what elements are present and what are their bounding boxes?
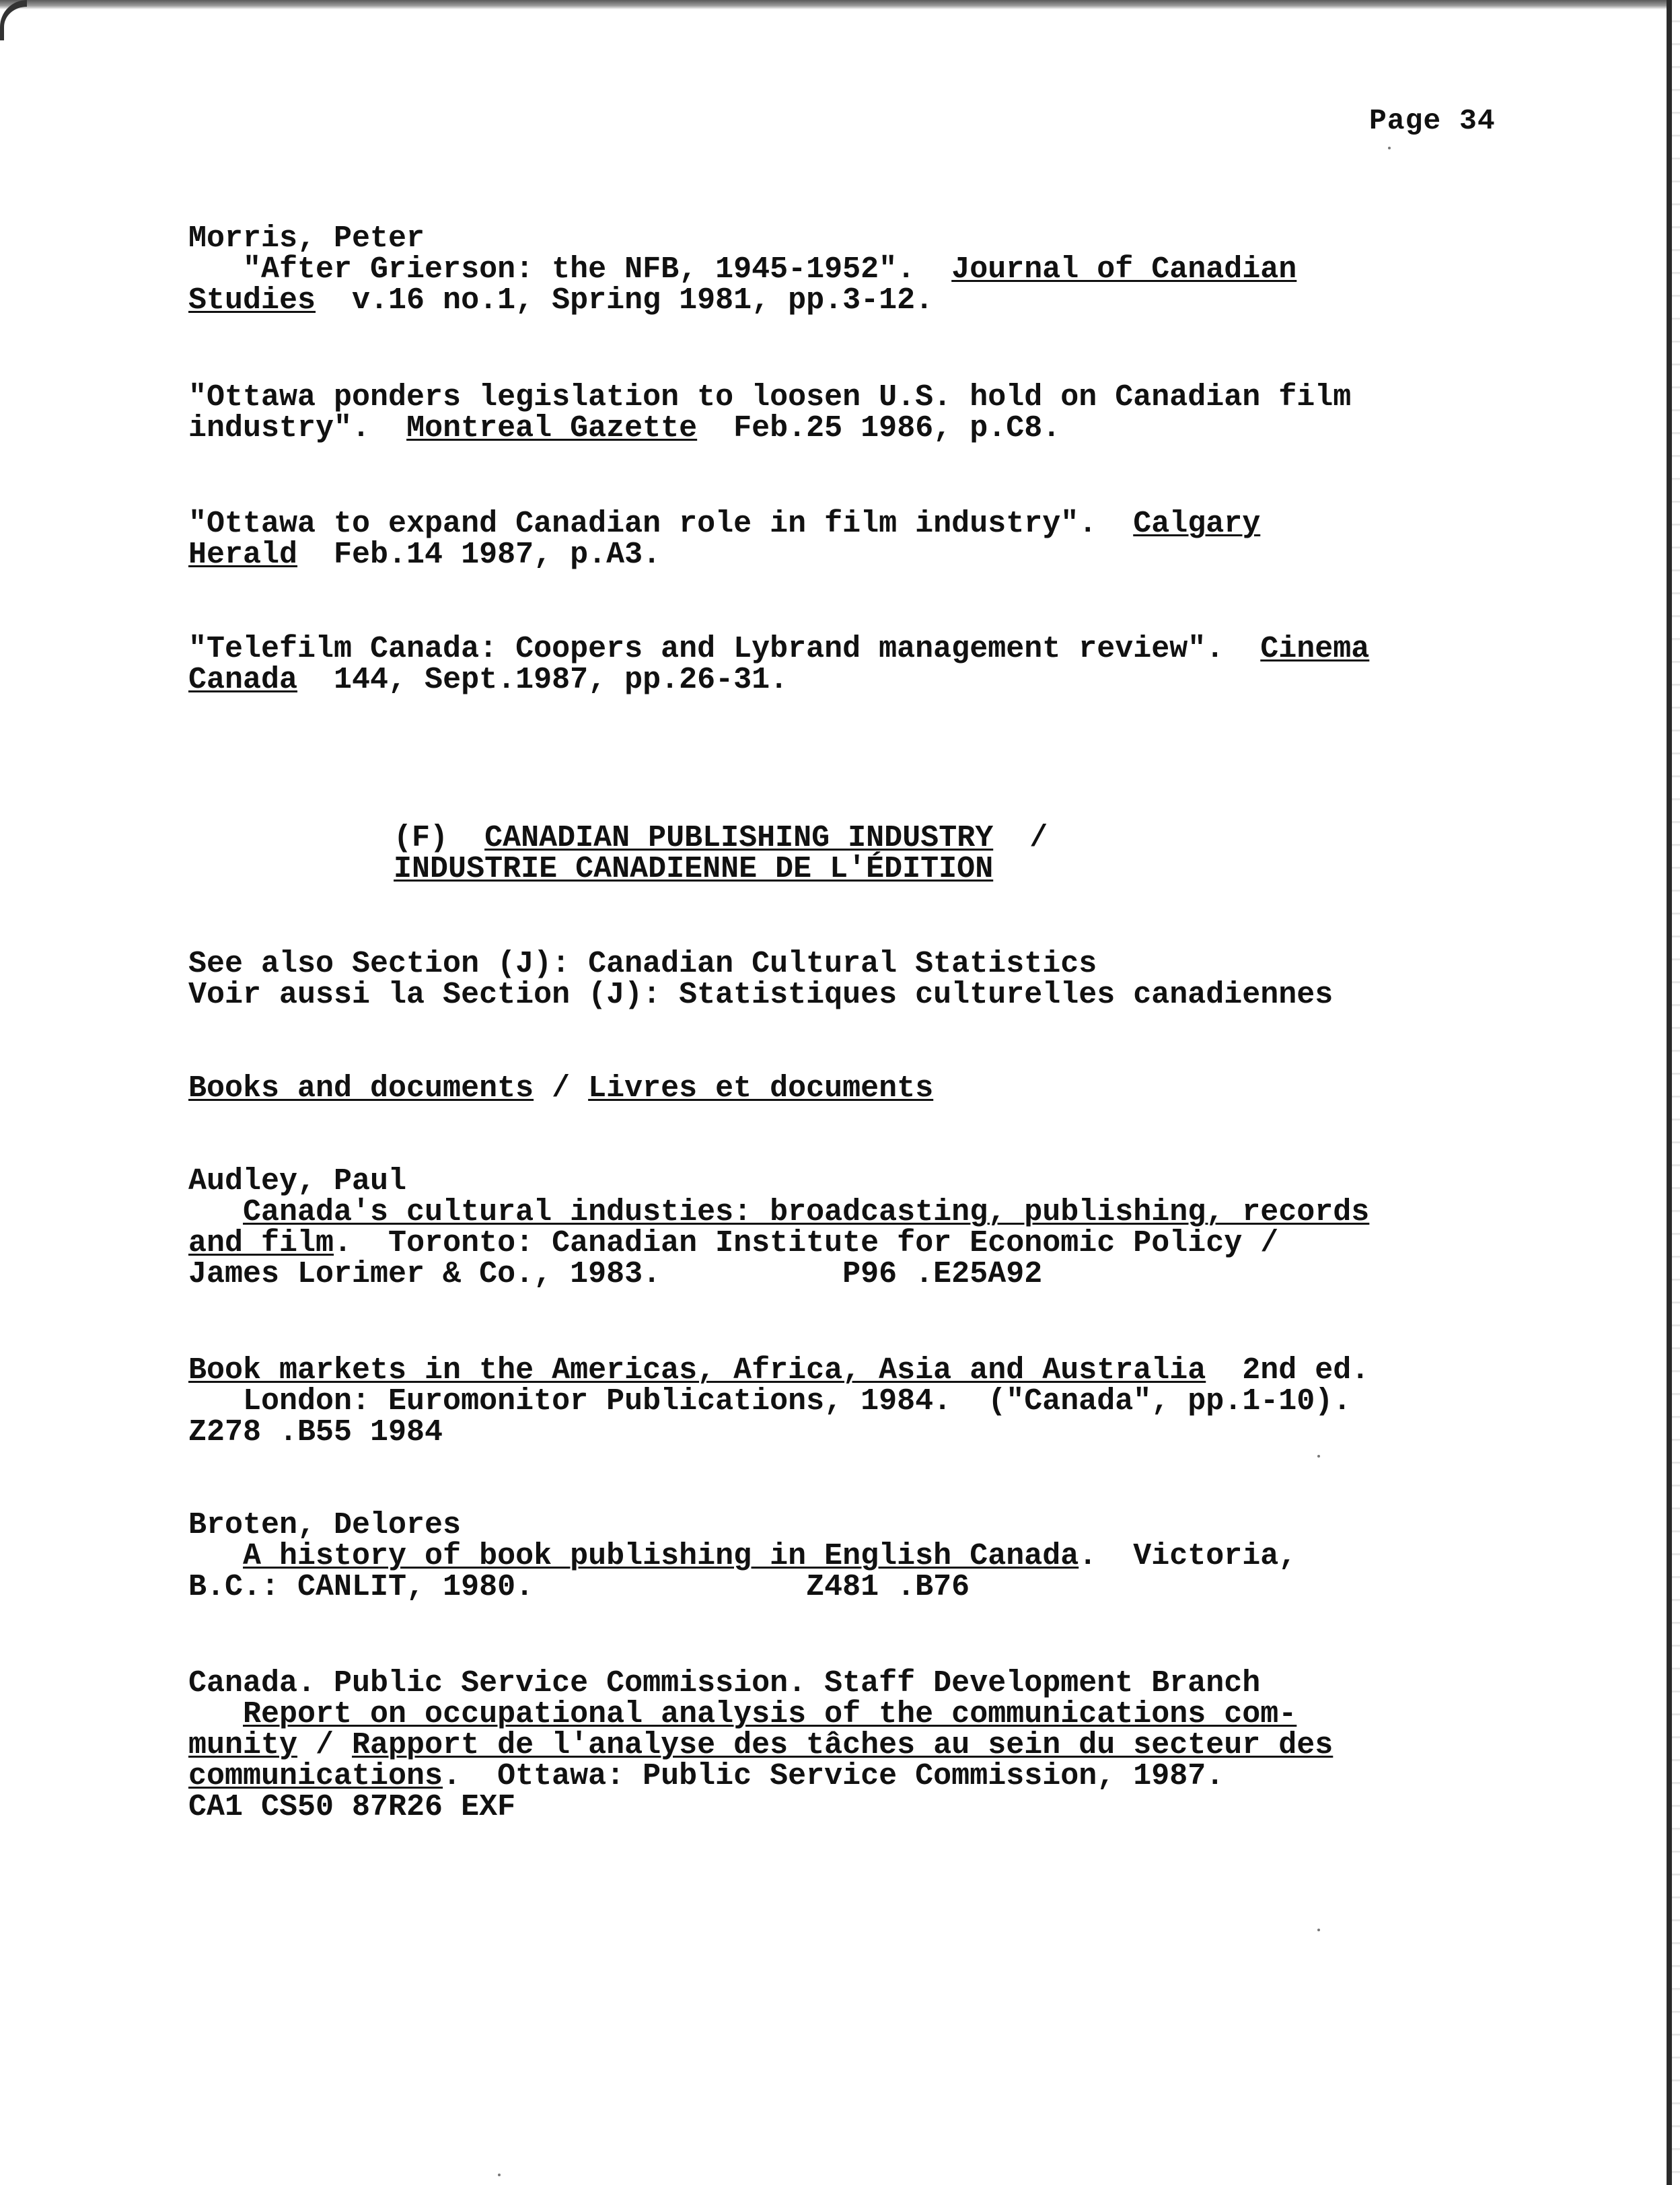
text-run: "After Grierson: the NFB, 1945-1952". (188, 252, 952, 287)
text-run: (F) (212, 821, 485, 855)
underlined-title: Cinema (1260, 632, 1370, 666)
text-line (188, 223, 1296, 254)
text-line (188, 509, 1260, 540)
underlined-title: Books and documents (188, 1071, 534, 1106)
underlined-title: Report on occupational analysis of the communications com- (243, 1697, 1297, 1731)
text-run (188, 1195, 243, 1229)
section-heading (212, 823, 1048, 885)
text-run: Broten, Delores (188, 1508, 462, 1542)
text-line (188, 1761, 1333, 1792)
text-line (188, 1386, 1369, 1417)
text-run: / (297, 1728, 353, 1762)
text-line (188, 1073, 933, 1104)
text-line (188, 1417, 1369, 1448)
text-line (188, 1259, 1369, 1290)
scan-right-edge (1667, 0, 1672, 2185)
underlined-title: Livres et documents (588, 1071, 934, 1106)
text-line (188, 1730, 1333, 1761)
text-line (188, 1541, 1296, 1572)
text-run (212, 852, 394, 886)
underlined-title: CANADIAN PUBLISHING INDUSTRY (484, 821, 994, 855)
text-line (188, 634, 1369, 665)
underlined-title: INDUSTRIE CANADIENNE DE L'ÉDITION (394, 852, 994, 886)
text-line (188, 1166, 1369, 1197)
text-run: / (993, 821, 1048, 855)
text-run: B.C.: CANLIT, 1980. Z481 .B76 (188, 1570, 970, 1604)
entry-ottawa-ponders (188, 382, 1351, 444)
text-run: See also Section (J): Canadian Cultural Statistics (188, 947, 1097, 981)
text-run: "Ottawa to expand Canadian role in film industry". (188, 507, 1134, 541)
scan-gutter (1672, 0, 1680, 2185)
entry-ottawa-expand (188, 509, 1260, 571)
text-run: London: Euromonitor Publications, 1984. ("Canada", pp.1-10). (188, 1384, 1352, 1419)
scan-speck (498, 2174, 501, 2176)
text-line (212, 854, 1048, 885)
underlined-title: and film (188, 1226, 334, 1260)
text-line (188, 980, 1333, 1011)
scan-speck (1317, 1455, 1320, 1458)
text-run: "Telefilm Canada: Coopers and Lybrand management review". (188, 632, 1261, 666)
subsection-heading (188, 1073, 933, 1104)
text-run: . Toronto: Canadian Institute for Economic Policy / (334, 1226, 1279, 1260)
text-run: industry". (188, 411, 407, 445)
text-run: . Ottawa: Public Service Commission, 1987. (443, 1759, 1225, 1793)
text-line (188, 1792, 1333, 1823)
text-run: v.16 no.1, Spring 1981, pp.3-12. (316, 283, 934, 318)
text-line (188, 1699, 1333, 1730)
text-run (188, 1539, 243, 1573)
text-line (188, 1668, 1333, 1699)
text-run: Morris, Peter (188, 221, 425, 256)
see-also-note (188, 949, 1333, 1011)
text-run: . Victoria, (1079, 1539, 1297, 1573)
text-line (212, 823, 1048, 854)
text-line (188, 1355, 1369, 1386)
text-run: James Lorimer & Co., 1983. P96 .E25A92 (188, 1257, 1043, 1291)
text-run: Feb.14 1987, p.A3. (297, 538, 661, 572)
scan-top-edge (0, 0, 1680, 9)
text-run: Voir aussi la Section (J): Statistiques culturelles canadiennes (188, 978, 1334, 1012)
entry-audley (188, 1166, 1369, 1290)
underlined-title: Canada (188, 663, 298, 697)
text-line (188, 1228, 1369, 1259)
text-line (188, 949, 1333, 980)
entry-public-service (188, 1668, 1333, 1823)
text-line (188, 665, 1369, 696)
underlined-title: Montreal Gazette (406, 411, 698, 445)
scan-speck (1388, 147, 1391, 149)
text-run: "Ottawa ponders legislation to loosen U.S. hold on Canadian film (188, 380, 1352, 415)
text-line (188, 254, 1296, 285)
text-line (188, 413, 1351, 444)
underlined-title: Rapport de l'analyse des tâches au sein du secteur des (352, 1728, 1334, 1762)
text-run: 144, Sept.1987, pp.26-31. (297, 663, 789, 697)
text-run: CA1 CS50 87R26 EXF (188, 1790, 516, 1824)
text-run: / (534, 1071, 589, 1106)
underlined-title: communications (188, 1759, 443, 1793)
underlined-title: Herald (188, 538, 298, 572)
entry-broten (188, 1510, 1296, 1603)
underlined-title: A history of book publishing in English Canada (243, 1539, 1079, 1573)
text-line (188, 1572, 1296, 1603)
text-run: Audley, Paul (188, 1164, 407, 1198)
underlined-title: Book markets in the Americas, Africa, Asia and Australia (188, 1353, 1206, 1388)
entry-morris (188, 223, 1296, 316)
entry-telefilm (188, 634, 1369, 696)
underlined-title: munity (188, 1728, 298, 1762)
entry-book-markets (188, 1355, 1369, 1448)
underlined-title: Studies (188, 283, 316, 318)
text-run: 2nd ed. (1206, 1353, 1370, 1388)
text-line (188, 540, 1260, 571)
text-run: Feb.25 1986, p.C8. (697, 411, 1061, 445)
text-run (188, 1697, 243, 1731)
scan-speck (1317, 1929, 1320, 1931)
text-run: Z278 .B55 1984 (188, 1415, 443, 1449)
text-line (188, 1510, 1296, 1541)
text-line (188, 285, 1296, 316)
underlined-title: Journal of Canadian (951, 252, 1297, 287)
text-line (188, 382, 1351, 413)
underlined-title: Canada's cultural industies: broadcasting, publishing, records (243, 1195, 1370, 1229)
underlined-title: Calgary (1133, 507, 1261, 541)
text-run: Canada. Public Service Commission. Staff Development Branch (188, 1666, 1261, 1700)
text-line (188, 1197, 1369, 1228)
page-number: Page 34 (1369, 104, 1496, 137)
